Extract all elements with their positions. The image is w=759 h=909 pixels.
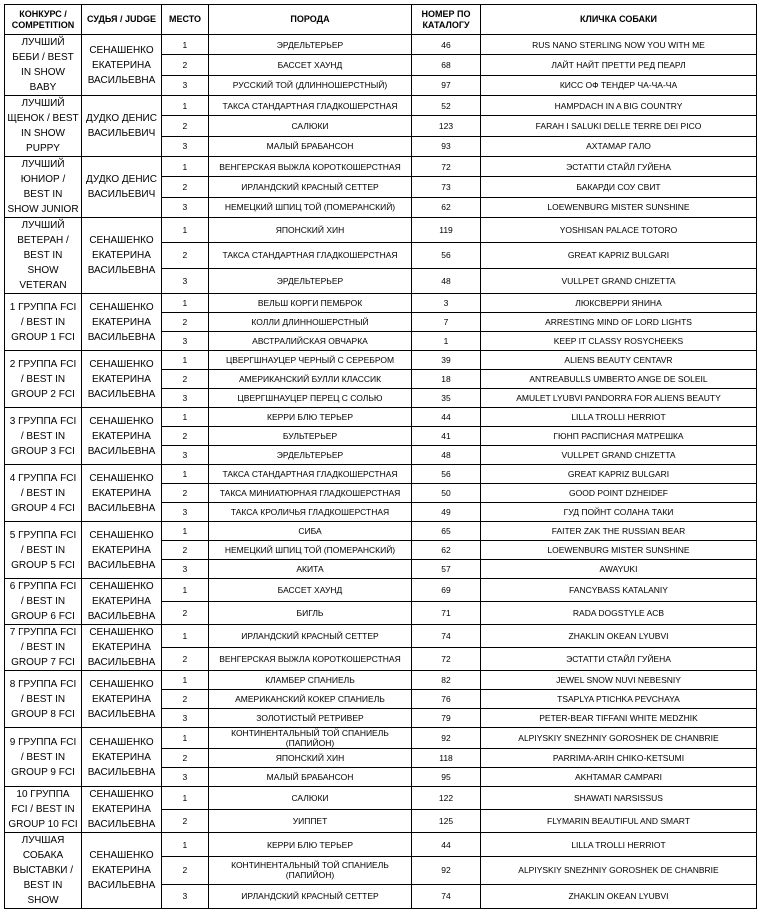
place-cell: 1	[162, 351, 209, 370]
dog-name-cell: ALIENS BEAUTY CENTAVR	[481, 351, 757, 370]
table-row	[5, 157, 757, 177]
breed-cell: САЛЮКИ	[209, 116, 412, 136]
breed-cell: АМЕРИКАНСКИЙ БУЛЛИ КЛАССИК	[209, 370, 412, 389]
dog-name-cell: PETER-BEAR TIFFANI WHITE MEDZHIK	[481, 709, 757, 728]
table-row	[5, 408, 757, 427]
catalog-number-cell: 62	[412, 197, 481, 217]
catalog-number-cell: 97	[412, 75, 481, 95]
dog-name-cell: TSAPLYA PTICHKA PEVCHAYA	[481, 690, 757, 709]
judge-cell: СЕНАШЕНКО ЕКАТЕРИНА ВАСИЛЬЕВНА	[82, 408, 162, 465]
place-cell: 2	[162, 55, 209, 75]
catalog-number-cell: 123	[412, 116, 481, 136]
table-row	[5, 218, 757, 243]
catalog-number-cell: 65	[412, 522, 481, 541]
place-cell: 2	[162, 313, 209, 332]
place-cell: 3	[162, 446, 209, 465]
judge-cell: ДУДКО ДЕНИС ВАСИЛЬЕВИЧ	[82, 157, 162, 218]
competition-cell: 1 ГРУППА FCI / BEST IN GROUP 1 FCI	[5, 294, 82, 351]
catalog-number-cell: 93	[412, 136, 481, 156]
catalog-number-cell: 44	[412, 833, 481, 857]
dog-name-cell: RADA DOGSTYLE ACB	[481, 602, 757, 625]
dog-name-cell: БАКАРДИ СОУ СВИТ	[481, 177, 757, 197]
catalog-number-cell: 74	[412, 884, 481, 908]
place-cell: 3	[162, 768, 209, 787]
breed-cell: РУССКИЙ ТОЙ (ДЛИННОШЕРСТНЫЙ)	[209, 75, 412, 95]
place-cell: 3	[162, 560, 209, 579]
breed-cell: ВЕНГЕРСКАЯ ВЫЖЛА КОРОТКОШЕРСТНАЯ	[209, 157, 412, 177]
breed-cell: СИБА	[209, 522, 412, 541]
header-judge: СУДЬЯ / JUDGE	[82, 5, 162, 35]
place-cell: 2	[162, 690, 209, 709]
catalog-number-cell: 72	[412, 157, 481, 177]
competition-cell: 8 ГРУППА FCI / BEST IN GROUP 8 FCI	[5, 671, 82, 728]
dog-name-cell: GOOD POINT DZHEIDEF	[481, 484, 757, 503]
dog-name-cell: GREAT KAPRIZ BULGARI	[481, 243, 757, 268]
place-cell: 3	[162, 268, 209, 293]
catalog-number-cell: 56	[412, 243, 481, 268]
place-cell: 2	[162, 427, 209, 446]
place-cell: 1	[162, 728, 209, 749]
place-cell: 1	[162, 35, 209, 55]
catalog-number-cell: 18	[412, 370, 481, 389]
catalog-number-cell: 72	[412, 648, 481, 671]
catalog-number-cell: 35	[412, 389, 481, 408]
place-cell: 1	[162, 787, 209, 810]
place-cell: 2	[162, 116, 209, 136]
breed-cell: КОНТИНЕНТАЛЬНЫЙ ТОЙ СПАНИЕЛЬ (ПАПИЙОН)	[209, 728, 412, 749]
table-row	[5, 579, 757, 602]
breed-cell: ИРЛАНДСКИЙ КРАСНЫЙ СЕТТЕР	[209, 625, 412, 648]
breed-cell: ВЕЛЬШ КОРГИ ПЕМБРОК	[209, 294, 412, 313]
breed-cell: КЕРРИ БЛЮ ТЕРЬЕР	[209, 833, 412, 857]
dog-name-cell: GREAT KAPRIZ BULGARI	[481, 465, 757, 484]
breed-cell: ЦВЕРГШНАУЦЕР ПЕРЕЦ С СОЛЬЮ	[209, 389, 412, 408]
breed-cell: ИРЛАНДСКИЙ КРАСНЫЙ СЕТТЕР	[209, 884, 412, 908]
catalog-number-cell: 71	[412, 602, 481, 625]
catalog-number-cell: 68	[412, 55, 481, 75]
table-row	[5, 833, 757, 857]
breed-cell: ТАКСА СТАНДАРТНАЯ ГЛАДКОШЕРСТНАЯ	[209, 243, 412, 268]
place-cell: 3	[162, 197, 209, 217]
breed-cell: САЛЮКИ	[209, 787, 412, 810]
catalog-number-cell: 92	[412, 728, 481, 749]
dog-name-cell: ARRESTING MIND OF LORD LIGHTS	[481, 313, 757, 332]
place-cell: 2	[162, 602, 209, 625]
dog-name-cell: HAMPDACH IN A BIG COUNTRY	[481, 96, 757, 116]
breed-cell: УИППЕТ	[209, 810, 412, 833]
table-row	[5, 294, 757, 313]
table-row	[5, 96, 757, 116]
place-cell: 3	[162, 389, 209, 408]
dog-name-cell: ГЮНП РАСПИСНАЯ МАТРЕШКА	[481, 427, 757, 446]
breed-cell: БАССЕТ ХАУНД	[209, 579, 412, 602]
catalog-number-cell: 79	[412, 709, 481, 728]
place-cell: 2	[162, 370, 209, 389]
dog-name-cell: ЭСТАТТИ СТАЙЛ ГУЙЕНА	[481, 157, 757, 177]
place-cell: 1	[162, 294, 209, 313]
results-body	[5, 35, 757, 909]
place-cell: 1	[162, 96, 209, 116]
breed-cell: ТАКСА МИНИАТЮРНАЯ ГЛАДКОШЕРСТНАЯ	[209, 484, 412, 503]
place-cell: 1	[162, 579, 209, 602]
catalog-number-cell: 92	[412, 857, 481, 884]
breed-cell: ТАКСА СТАНДАРТНАЯ ГЛАДКОШЕРСТНАЯ	[209, 465, 412, 484]
place-cell: 3	[162, 75, 209, 95]
breed-cell: ЦВЕРГШНАУЦЕР ЧЕРНЫЙ С СЕРЕБРОМ	[209, 351, 412, 370]
breed-cell: КОЛЛИ ДЛИННОШЕРСТНЫЙ	[209, 313, 412, 332]
breed-cell: АКИТА	[209, 560, 412, 579]
judge-cell: СЕНАШЕНКО ЕКАТЕРИНА ВАСИЛЬЕВНА	[82, 465, 162, 522]
dog-name-cell: ZHAKLIN OKEAN LYUBVI	[481, 884, 757, 908]
catalog-number-cell: 74	[412, 625, 481, 648]
dog-name-cell: FARAH I SALUKI DELLE TERRE DEI PICO	[481, 116, 757, 136]
breed-cell: ИРЛАНДСКИЙ КРАСНЫЙ СЕТТЕР	[209, 177, 412, 197]
catalog-number-cell: 1	[412, 332, 481, 351]
place-cell: 2	[162, 177, 209, 197]
table-row	[5, 35, 757, 55]
competition-cell: 3 ГРУППА FCI / BEST IN GROUP 3 FCI	[5, 408, 82, 465]
competition-cell: ЛУЧШИЙ БЕБИ / BEST IN SHOW BABY	[5, 35, 82, 96]
judge-cell: СЕНАШЕНКО ЕКАТЕРИНА ВАСИЛЬЕВНА	[82, 218, 162, 294]
judge-cell: СЕНАШЕНКО ЕКАТЕРИНА ВАСИЛЬЕВНА	[82, 522, 162, 579]
breed-cell: МАЛЫЙ БРАБАНСОН	[209, 136, 412, 156]
breed-cell: ЭРДЕЛЬТЕРЬЕР	[209, 268, 412, 293]
table-row	[5, 671, 757, 690]
header-catalog-number: НОМЕР ПО КАТАЛОГУ	[412, 5, 481, 35]
place-cell: 2	[162, 857, 209, 884]
header-dog-name: КЛИЧКА СОБАКИ	[481, 5, 757, 35]
place-cell: 3	[162, 136, 209, 156]
breed-cell: БИГЛЬ	[209, 602, 412, 625]
place-cell: 1	[162, 671, 209, 690]
dog-name-cell: FLYMARIN BEAUTIFUL AND SMART	[481, 810, 757, 833]
breed-cell: КОНТИНЕНТАЛЬНЫЙ ТОЙ СПАНИЕЛЬ (ПАПИЙОН)	[209, 857, 412, 884]
dog-name-cell: PARRIMA-ARIH CHIKO-KETSUMI	[481, 749, 757, 768]
dog-name-cell: AKHTAMAR CAMPARI	[481, 768, 757, 787]
breed-cell: КЛАМБЕР СПАНИЕЛЬ	[209, 671, 412, 690]
catalog-number-cell: 56	[412, 465, 481, 484]
dog-name-cell: LOEWENBURG MISTER SUNSHINE	[481, 541, 757, 560]
dog-name-cell: SHAWATI NARSISSUS	[481, 787, 757, 810]
competition-cell: 6 ГРУППА FCI / BEST IN GROUP 6 FCI	[5, 579, 82, 625]
place-cell: 3	[162, 332, 209, 351]
dog-name-cell: АХТАМАР ГАЛО	[481, 136, 757, 156]
breed-cell: ЗОЛОТИСТЫЙ РЕТРИВЕР	[209, 709, 412, 728]
place-cell: 2	[162, 810, 209, 833]
catalog-number-cell: 73	[412, 177, 481, 197]
catalog-number-cell: 82	[412, 671, 481, 690]
header-row	[5, 5, 757, 35]
dog-name-cell: ЛАЙТ НАЙТ ПРЕТТИ РЕД ПЕАРЛ	[481, 55, 757, 75]
place-cell: 1	[162, 408, 209, 427]
catalog-number-cell: 3	[412, 294, 481, 313]
breed-cell: НЕМЕЦКИЙ ШПИЦ ТОЙ (ПОМЕРАНСКИЙ)	[209, 197, 412, 217]
breed-cell: ТАКСА КРОЛИЧЬЯ ГЛАДКОШЕРСТНАЯ	[209, 503, 412, 522]
catalog-number-cell: 50	[412, 484, 481, 503]
place-cell: 1	[162, 465, 209, 484]
dog-name-cell: AMULET LYUBVI PANDORRA FOR ALIENS BEAUTY	[481, 389, 757, 408]
dog-name-cell: ANTREABULLS UMBERTO ANGE DE SOLEIL	[481, 370, 757, 389]
catalog-number-cell: 118	[412, 749, 481, 768]
judge-cell: ДУДКО ДЕНИС ВАСИЛЬЕВИЧ	[82, 96, 162, 157]
catalog-number-cell: 39	[412, 351, 481, 370]
header-place: МЕСТО	[162, 5, 209, 35]
table-row	[5, 787, 757, 810]
breed-cell: ЯПОНСКИЙ ХИН	[209, 749, 412, 768]
judge-cell: СЕНАШЕНКО ЕКАТЕРИНА ВАСИЛЬЕВНА	[82, 625, 162, 671]
catalog-number-cell: 69	[412, 579, 481, 602]
catalog-number-cell: 41	[412, 427, 481, 446]
breed-cell: БАССЕТ ХАУНД	[209, 55, 412, 75]
competition-cell: 10 ГРУППА FCI / BEST IN GROUP 10 FCI	[5, 787, 82, 833]
judge-cell: СЕНАШЕНКО ЕКАТЕРИНА ВАСИЛЬЕВНА	[82, 579, 162, 625]
catalog-number-cell: 119	[412, 218, 481, 243]
judge-cell: СЕНАШЕНКО ЕКАТЕРИНА ВАСИЛЬЕВНА	[82, 294, 162, 351]
competition-cell: 7 ГРУППА FCI / BEST IN GROUP 7 FCI	[5, 625, 82, 671]
dog-name-cell: FAITER ZAK THE RUSSIAN BEAR	[481, 522, 757, 541]
breed-cell: ТАКСА СТАНДАРТНАЯ ГЛАДКОШЕРСТНАЯ	[209, 96, 412, 116]
competition-cell: ЛУЧШИЙ ЮНИОР / BEST IN SHOW JUNIOR	[5, 157, 82, 218]
place-cell: 1	[162, 833, 209, 857]
place-cell: 2	[162, 749, 209, 768]
dog-name-cell: AWAYUKI	[481, 560, 757, 579]
competition-cell: ЛУЧШИЙ ЩЕНОК / BEST IN SHOW PUPPY	[5, 96, 82, 157]
breed-cell: АМЕРИКАНСКИЙ КОКЕР СПАНИЕЛЬ	[209, 690, 412, 709]
dog-name-cell: ГУД ПОЙНТ СОЛАНА ТАКИ	[481, 503, 757, 522]
competition-cell: 4 ГРУППА FCI / BEST IN GROUP 4 FCI	[5, 465, 82, 522]
judge-cell: СЕНАШЕНКО ЕКАТЕРИНА ВАСИЛЬЕВНА	[82, 833, 162, 909]
catalog-number-cell: 48	[412, 268, 481, 293]
breed-cell: МАЛЫЙ БРАБАНСОН	[209, 768, 412, 787]
place-cell: 1	[162, 625, 209, 648]
header-breed: ПОРОДА	[209, 5, 412, 35]
judge-cell: СЕНАШЕНКО ЕКАТЕРИНА ВАСИЛЬЕВНА	[82, 787, 162, 833]
catalog-number-cell: 95	[412, 768, 481, 787]
competition-cell: ЛУЧШАЯ СОБАКА ВЫСТАВКИ / BEST IN SHOW	[5, 833, 82, 909]
catalog-number-cell: 52	[412, 96, 481, 116]
dog-name-cell: ALPIYSKIY SNEZHNIY GOROSHEK DE CHANBRIE	[481, 728, 757, 749]
table-row	[5, 625, 757, 648]
dog-name-cell: JEWEL SNOW NUVI NEBESNIY	[481, 671, 757, 690]
dog-name-cell: LILLA TROLLI HERRIOT	[481, 408, 757, 427]
catalog-number-cell: 7	[412, 313, 481, 332]
dog-name-cell: КИСС ОФ ТЕНДЕР ЧА-ЧА-ЧА	[481, 75, 757, 95]
catalog-number-cell: 62	[412, 541, 481, 560]
place-cell: 3	[162, 503, 209, 522]
dog-name-cell: ALPIYSKIY SNEZHNIY GOROSHEK DE CHANBRIE	[481, 857, 757, 884]
place-cell: 3	[162, 709, 209, 728]
judge-cell: СЕНАШЕНКО ЕКАТЕРИНА ВАСИЛЬЕВНА	[82, 671, 162, 728]
dog-name-cell: ЛЮКСВЕРРИ ЯНИНА	[481, 294, 757, 313]
competition-cell: ЛУЧШИЙ ВЕТЕРАН / BEST IN SHOW VETERAN	[5, 218, 82, 294]
place-cell: 1	[162, 157, 209, 177]
breed-cell: НЕМЕЦКИЙ ШПИЦ ТОЙ (ПОМЕРАНСКИЙ)	[209, 541, 412, 560]
place-cell: 2	[162, 648, 209, 671]
place-cell: 2	[162, 541, 209, 560]
place-cell: 3	[162, 884, 209, 908]
table-row	[5, 522, 757, 541]
results-table	[4, 4, 757, 909]
breed-cell: БУЛЬТЕРЬЕР	[209, 427, 412, 446]
dog-name-cell: VULLPET GRAND CHIZETTA	[481, 446, 757, 465]
judge-cell: СЕНАШЕНКО ЕКАТЕРИНА ВАСИЛЬЕВНА	[82, 35, 162, 96]
table-row	[5, 351, 757, 370]
catalog-number-cell: 48	[412, 446, 481, 465]
dog-name-cell: VULLPET GRAND CHIZETTA	[481, 268, 757, 293]
place-cell: 2	[162, 484, 209, 503]
table-row	[5, 728, 757, 749]
dog-name-cell: KEEP IT CLASSY ROSYCHEEKS	[481, 332, 757, 351]
dog-name-cell: LILLA TROLLI HERRIOT	[481, 833, 757, 857]
judge-cell: СЕНАШЕНКО ЕКАТЕРИНА ВАСИЛЬЕВНА	[82, 351, 162, 408]
place-cell: 2	[162, 243, 209, 268]
header-competition: КОНКУРС / COMPETITION	[5, 5, 82, 35]
breed-cell: КЕРРИ БЛЮ ТЕРЬЕР	[209, 408, 412, 427]
catalog-number-cell: 122	[412, 787, 481, 810]
place-cell: 1	[162, 218, 209, 243]
catalog-number-cell: 57	[412, 560, 481, 579]
breed-cell: ЭРДЕЛЬТЕРЬЕР	[209, 35, 412, 55]
dog-name-cell: ЭСТАТТИ СТАЙЛ ГУЙЕНА	[481, 648, 757, 671]
table-row	[5, 465, 757, 484]
breed-cell: ЯПОНСКИЙ ХИН	[209, 218, 412, 243]
catalog-number-cell: 49	[412, 503, 481, 522]
competition-cell: 2 ГРУППА FCI / BEST IN GROUP 2 FCI	[5, 351, 82, 408]
catalog-number-cell: 125	[412, 810, 481, 833]
breed-cell: ЭРДЕЛЬТЕРЬЕР	[209, 446, 412, 465]
dog-name-cell: ZHAKLIN OKEAN LYUBVI	[481, 625, 757, 648]
dog-name-cell: YOSHISAN PALACE TOTORO	[481, 218, 757, 243]
judge-cell: СЕНАШЕНКО ЕКАТЕРИНА ВАСИЛЬЕВНА	[82, 728, 162, 787]
competition-cell: 5 ГРУППА FCI / BEST IN GROUP 5 FCI	[5, 522, 82, 579]
dog-name-cell: LOEWENBURG MISTER SUNSHINE	[481, 197, 757, 217]
place-cell: 1	[162, 522, 209, 541]
dog-name-cell: RUS NANO STERLING NOW YOU WITH ME	[481, 35, 757, 55]
breed-cell: АВСТРАЛИЙСКАЯ ОВЧАРКА	[209, 332, 412, 351]
catalog-number-cell: 44	[412, 408, 481, 427]
catalog-number-cell: 76	[412, 690, 481, 709]
catalog-number-cell: 46	[412, 35, 481, 55]
competition-cell: 9 ГРУППА FCI / BEST IN GROUP 9 FCI	[5, 728, 82, 787]
dog-name-cell: FANCYBASS KATALANIY	[481, 579, 757, 602]
breed-cell: ВЕНГЕРСКАЯ ВЫЖЛА КОРОТКОШЕРСТНАЯ	[209, 648, 412, 671]
